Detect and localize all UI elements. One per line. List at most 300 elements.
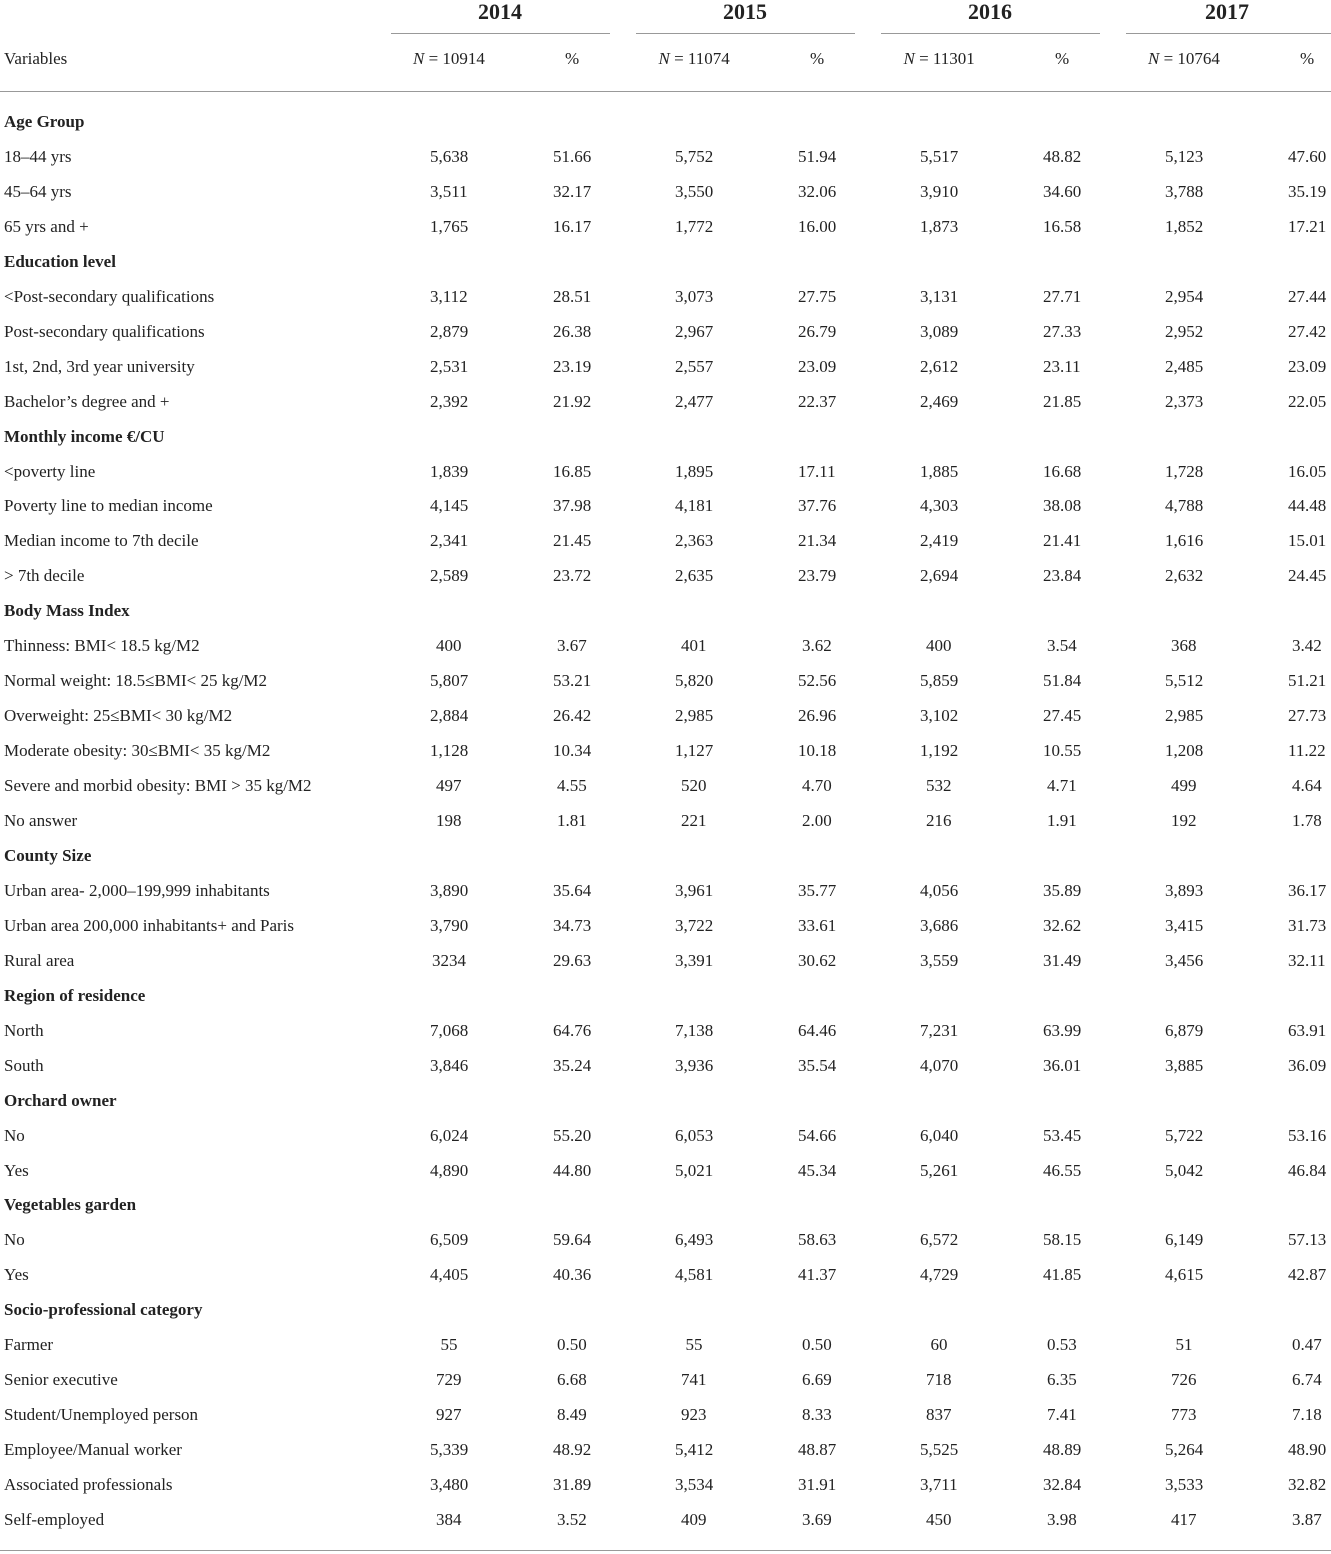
percent-cell: 35.24 — [553, 1055, 592, 1075]
percent-cell: 44.48 — [1288, 496, 1327, 516]
percent-cell: 10.18 — [798, 741, 837, 761]
percent-cell: 16.68 — [1043, 461, 1082, 481]
count-cell: 5,638 — [430, 146, 469, 166]
row-label: > 7th decile — [4, 566, 85, 586]
count-cell: 1,895 — [675, 461, 714, 481]
count-cell: 417 — [1171, 1510, 1197, 1529]
count-cell: 726 — [1171, 1370, 1197, 1390]
percent-cell: 63.91 — [1288, 1020, 1327, 1040]
count-cell: 1,852 — [1165, 216, 1204, 236]
percent-cell: 8.33 — [802, 1405, 832, 1425]
row-label: <Post-secondary qualifications — [4, 286, 215, 306]
percent-cell: 26.42 — [553, 706, 592, 726]
table-row — [0, 1432, 1331, 1467]
section-row — [0, 838, 1331, 873]
percent-cell: 16.58 — [1043, 216, 1082, 236]
percent-cell: 1.91 — [1047, 811, 1077, 830]
percent-cell: 0.50 — [557, 1335, 587, 1355]
count-cell: 5,820 — [675, 671, 714, 691]
count-cell: 2,985 — [675, 706, 714, 726]
percent-cell: 3.62 — [802, 636, 832, 656]
percent-cell: 6.74 — [1292, 1370, 1322, 1390]
count-cell: 3234 — [432, 950, 466, 970]
percent-cell: 27.71 — [1043, 286, 1082, 306]
count-cell: 5,517 — [920, 146, 959, 166]
percent-header: % — [565, 49, 580, 68]
percent-cell: 48.92 — [553, 1440, 592, 1460]
section-row — [0, 1292, 1331, 1327]
percent-cell: 46.84 — [1288, 1160, 1327, 1180]
percent-cell: 0.50 — [802, 1335, 832, 1355]
row-label: Normal weight: 18.5≤BMI< 25 kg/M2 — [4, 671, 268, 691]
table-row — [0, 1153, 1331, 1188]
row-label: Farmer — [4, 1335, 54, 1355]
count-cell: 216 — [926, 811, 952, 830]
percent-cell: 16.00 — [798, 216, 837, 236]
count-cell: 3,961 — [675, 880, 714, 900]
row-label: Self-employed — [4, 1510, 105, 1529]
row-label: Yes — [4, 1160, 29, 1180]
table-row — [0, 1397, 1331, 1432]
table-row — [0, 1362, 1331, 1397]
percent-cell: 35.54 — [798, 1055, 837, 1075]
year-header: 2015 — [723, 0, 767, 24]
count-cell: 3,533 — [1165, 1475, 1204, 1495]
count-cell: 3,722 — [675, 915, 714, 935]
count-cell: 5,261 — [920, 1160, 959, 1180]
count-cell: 5,752 — [675, 146, 714, 166]
count-cell: 4,729 — [920, 1265, 959, 1285]
percent-cell: 16.85 — [553, 461, 592, 481]
section-label: Body Mass Index — [4, 601, 130, 621]
count-cell: 718 — [926, 1370, 952, 1390]
percent-cell: 15.01 — [1288, 531, 1327, 551]
table-row — [0, 698, 1331, 733]
count-cell: 2,967 — [675, 321, 714, 341]
percent-cell: 27.73 — [1288, 706, 1327, 726]
percent-cell: 51.84 — [1043, 671, 1082, 691]
n-header: N = 11074 — [658, 49, 730, 68]
percent-cell: 27.75 — [798, 286, 837, 306]
row-label: 65 yrs and + — [4, 216, 89, 236]
count-cell: 4,145 — [430, 496, 469, 516]
table-row — [0, 1467, 1331, 1502]
count-cell: 4,056 — [920, 880, 959, 900]
percent-cell: 10.34 — [553, 741, 592, 761]
count-cell: 499 — [1171, 776, 1197, 796]
row-label: South — [4, 1055, 44, 1075]
count-cell: 6,572 — [920, 1230, 959, 1250]
row-label: Severe and morbid obesity: BMI > 35 kg/M2 — [4, 776, 312, 796]
percent-cell: 42.87 — [1288, 1265, 1327, 1285]
table-row — [0, 733, 1331, 768]
percent-cell: 16.17 — [553, 216, 592, 236]
count-cell: 2,419 — [920, 531, 959, 551]
table-row — [0, 873, 1331, 908]
row-label: Rural area — [4, 950, 75, 970]
percent-cell: 3.98 — [1047, 1510, 1077, 1529]
table-row — [0, 488, 1331, 523]
percent-cell: 41.37 — [798, 1265, 837, 1285]
row-label: 18–44 yrs — [4, 146, 72, 166]
percent-cell: 4.71 — [1047, 776, 1077, 796]
row-label: Overweight: 25≤BMI< 30 kg/M2 — [4, 706, 233, 726]
section-label: Education level — [4, 251, 116, 271]
count-cell: 7,138 — [675, 1020, 714, 1040]
year-underline — [1126, 33, 1331, 34]
percent-cell: 41.85 — [1043, 1265, 1082, 1285]
count-cell: 3,893 — [1165, 880, 1204, 900]
percent-cell: 0.47 — [1292, 1335, 1322, 1355]
count-cell: 1,765 — [430, 216, 469, 236]
count-cell: 3,415 — [1165, 915, 1204, 935]
percent-cell: 31.91 — [798, 1475, 837, 1495]
percent-cell: 55.20 — [553, 1125, 592, 1145]
percent-cell: 23.09 — [798, 356, 837, 376]
count-cell: 6,509 — [430, 1230, 469, 1250]
percent-cell: 34.60 — [1043, 181, 1082, 201]
percent-cell: 10.55 — [1043, 741, 1082, 761]
count-cell: 3,102 — [920, 706, 959, 726]
count-cell: 3,511 — [430, 181, 468, 201]
table-row — [0, 349, 1331, 384]
percent-header: % — [1055, 49, 1070, 68]
n-header: N = 10914 — [413, 49, 485, 68]
table-row — [0, 1327, 1331, 1362]
count-cell: 837 — [926, 1405, 952, 1425]
percent-cell: 40.36 — [553, 1265, 592, 1285]
percent-cell: 4.70 — [802, 776, 832, 796]
percent-cell: 27.44 — [1288, 286, 1327, 306]
n-header: N = 10764 — [1148, 49, 1220, 68]
count-cell: 5,512 — [1165, 671, 1204, 691]
year-underline — [881, 33, 1100, 34]
count-cell: 3,846 — [430, 1055, 469, 1075]
section-row — [0, 104, 1331, 139]
percent-cell: 24.45 — [1288, 566, 1327, 586]
count-cell: 1,128 — [430, 741, 469, 761]
count-cell: 4,615 — [1165, 1265, 1204, 1285]
count-cell: 3,534 — [675, 1475, 714, 1495]
percent-cell: 37.98 — [553, 496, 592, 516]
count-cell: 3,480 — [430, 1475, 469, 1495]
percent-cell: 64.76 — [553, 1020, 592, 1040]
count-cell: 368 — [1171, 636, 1197, 656]
count-cell: 5,525 — [920, 1440, 959, 1460]
count-cell: 2,694 — [920, 566, 959, 586]
percent-cell: 32.62 — [1043, 915, 1082, 935]
percent-cell: 23.84 — [1043, 566, 1082, 586]
count-cell: 1,772 — [675, 216, 714, 236]
percent-cell: 38.08 — [1043, 496, 1082, 516]
count-cell: 5,859 — [920, 671, 959, 691]
count-cell: 3,391 — [675, 950, 714, 970]
count-cell: 773 — [1171, 1405, 1197, 1425]
percent-cell: 0.53 — [1047, 1335, 1077, 1355]
count-cell: 5,722 — [1165, 1125, 1204, 1145]
row-label: Employee/Manual worker — [4, 1440, 182, 1460]
percent-cell: 23.11 — [1043, 356, 1081, 376]
table-row — [0, 1118, 1331, 1153]
count-cell: 6,493 — [675, 1230, 714, 1250]
count-cell: 2,952 — [1165, 321, 1204, 341]
percent-cell: 21.34 — [798, 531, 837, 551]
percent-cell: 3.42 — [1292, 636, 1322, 656]
count-cell: 5,412 — [675, 1440, 714, 1460]
percent-cell: 3.67 — [557, 636, 587, 656]
percent-cell: 3.69 — [802, 1510, 832, 1529]
n-header: N = 11301 — [903, 49, 975, 68]
percent-cell: 6.69 — [802, 1370, 832, 1390]
count-cell: 3,686 — [920, 915, 959, 935]
count-cell: 4,890 — [430, 1160, 469, 1180]
count-cell: 2,469 — [920, 391, 959, 411]
year-header: 2014 — [478, 0, 522, 24]
row-label: Yes — [4, 1265, 29, 1285]
table-row — [0, 1222, 1331, 1257]
percent-header: % — [810, 49, 825, 68]
table-row — [0, 1257, 1331, 1292]
count-cell: 7,068 — [430, 1020, 469, 1040]
count-cell: 51 — [1175, 1335, 1193, 1355]
row-label: Urban area- 2,000–199,999 inhabitants — [4, 880, 270, 900]
count-cell: 2,632 — [1165, 566, 1204, 586]
section-label: Age Group — [4, 112, 85, 131]
percent-cell: 17.21 — [1288, 216, 1327, 236]
percent-cell: 47.60 — [1288, 146, 1327, 166]
table-row — [0, 1048, 1331, 1083]
count-cell: 2,392 — [430, 391, 469, 411]
count-cell: 6,879 — [1165, 1020, 1204, 1040]
count-cell: 5,807 — [430, 671, 469, 691]
row-label: North — [4, 1020, 44, 1040]
percent-cell: 37.76 — [798, 496, 837, 516]
row-label: Poverty line to median income — [4, 496, 213, 516]
table-row — [0, 908, 1331, 943]
count-cell: 3,131 — [920, 286, 959, 306]
count-cell: 2,485 — [1165, 356, 1204, 376]
count-cell: 3,890 — [430, 880, 469, 900]
count-cell: 3,089 — [920, 321, 959, 341]
percent-cell: 59.64 — [553, 1230, 592, 1250]
percent-cell: 36.01 — [1043, 1055, 1082, 1075]
row-label: Moderate obesity: 30≤BMI< 35 kg/M2 — [4, 741, 271, 761]
count-cell: 2,557 — [675, 356, 714, 376]
row-label: <poverty line — [4, 461, 96, 481]
table-row — [0, 1013, 1331, 1048]
count-cell: 3,112 — [430, 286, 468, 306]
count-cell: 4,581 — [675, 1265, 714, 1285]
count-cell: 1,127 — [675, 741, 714, 761]
count-cell: 400 — [436, 636, 462, 656]
count-cell: 3,711 — [920, 1475, 958, 1495]
percent-cell: 6.68 — [557, 1370, 587, 1390]
table-row — [0, 768, 1331, 803]
percent-cell: 23.09 — [1288, 356, 1327, 376]
count-cell: 4,181 — [675, 496, 714, 516]
percent-cell: 11.22 — [1288, 741, 1326, 761]
row-label: 45–64 yrs — [4, 181, 72, 201]
percent-cell: 4.55 — [557, 776, 587, 796]
percent-cell: 29.63 — [553, 950, 592, 970]
percent-cell: 26.38 — [553, 321, 592, 341]
percent-cell: 7.18 — [1292, 1405, 1322, 1425]
percent-cell: 6.35 — [1047, 1370, 1077, 1390]
count-cell: 923 — [681, 1405, 707, 1425]
count-cell: 60 — [930, 1335, 948, 1355]
percent-cell: 58.15 — [1043, 1230, 1082, 1250]
count-cell: 221 — [681, 811, 707, 830]
row-label: Post-secondary qualifications — [4, 321, 205, 341]
percent-cell: 27.45 — [1043, 706, 1082, 726]
count-cell: 3,073 — [675, 286, 714, 306]
percent-cell: 48.90 — [1288, 1440, 1327, 1460]
percent-cell: 23.19 — [553, 356, 592, 376]
count-cell: 2,363 — [675, 531, 714, 551]
section-row — [0, 419, 1331, 454]
section-row — [0, 978, 1331, 1013]
count-cell: 400 — [926, 636, 952, 656]
count-cell: 497 — [436, 776, 462, 796]
count-cell: 927 — [436, 1405, 462, 1425]
row-label: No — [4, 1125, 25, 1145]
count-cell: 532 — [926, 776, 952, 796]
count-cell: 3,550 — [675, 181, 714, 201]
percent-cell: 21.92 — [553, 391, 592, 411]
row-label: No — [4, 1230, 25, 1250]
count-cell: 6,149 — [1165, 1230, 1204, 1250]
percent-cell: 3.54 — [1047, 636, 1077, 656]
year-header: 2016 — [968, 0, 1012, 24]
count-cell: 6,024 — [430, 1125, 469, 1145]
count-cell: 3,788 — [1165, 181, 1204, 201]
count-cell: 384 — [436, 1510, 462, 1529]
percent-cell: 35.77 — [798, 880, 837, 900]
table-row — [0, 943, 1331, 978]
percent-cell: 26.96 — [798, 706, 837, 726]
table-row — [0, 279, 1331, 314]
percent-cell: 33.61 — [798, 915, 837, 935]
table-row — [0, 384, 1331, 419]
row-label: Bachelor’s degree and + — [4, 391, 170, 411]
section-label: Orchard owner — [4, 1090, 117, 1110]
count-cell: 1,873 — [920, 216, 959, 236]
count-cell: 3,910 — [920, 181, 959, 201]
percent-cell: 22.05 — [1288, 391, 1327, 411]
count-cell: 2,612 — [920, 356, 959, 376]
table-row — [0, 628, 1331, 663]
count-cell: 55 — [440, 1335, 458, 1355]
count-cell: 409 — [681, 1510, 707, 1529]
percent-cell: 3.87 — [1292, 1510, 1322, 1529]
percent-cell: 27.42 — [1288, 321, 1327, 341]
table-row — [0, 454, 1331, 489]
count-cell: 1,728 — [1165, 461, 1204, 481]
count-cell: 1,208 — [1165, 741, 1204, 761]
percent-cell: 44.80 — [553, 1160, 592, 1180]
count-cell: 4,405 — [430, 1265, 469, 1285]
table-row — [0, 314, 1331, 349]
count-cell: 1,616 — [1165, 531, 1204, 551]
percent-cell: 35.89 — [1043, 880, 1082, 900]
section-row — [0, 1083, 1331, 1118]
percent-cell: 28.51 — [553, 286, 592, 306]
footer-rule — [0, 1550, 1331, 1551]
percent-cell: 48.82 — [1043, 146, 1082, 166]
table-row — [0, 139, 1331, 174]
count-cell: 1,192 — [920, 741, 959, 761]
count-cell: 5,339 — [430, 1440, 469, 1460]
count-cell: 6,040 — [920, 1125, 959, 1145]
percent-cell: 51.66 — [553, 146, 592, 166]
count-cell: 2,589 — [430, 566, 469, 586]
table-row — [0, 803, 1331, 838]
count-cell: 5,042 — [1165, 1160, 1204, 1180]
percent-cell: 23.79 — [798, 566, 837, 586]
count-cell: 192 — [1171, 811, 1197, 830]
count-cell: 2,985 — [1165, 706, 1204, 726]
table-row — [0, 663, 1331, 698]
row-label: Median income to 7th decile — [4, 531, 199, 551]
row-label: No answer — [4, 811, 78, 830]
percent-cell: 1.81 — [557, 811, 587, 830]
section-label: Monthly income €/CU — [4, 426, 165, 446]
count-cell: 7,231 — [920, 1020, 959, 1040]
count-cell: 1,885 — [920, 461, 959, 481]
table-row — [0, 558, 1331, 593]
section-row — [0, 244, 1331, 279]
percent-header: % — [1300, 49, 1315, 68]
year-underline — [636, 33, 855, 34]
section-row — [0, 1187, 1331, 1222]
year-underline — [391, 33, 610, 34]
row-label: Urban area 200,000 inhabitants+ and Paris — [4, 915, 295, 935]
percent-cell: 16.05 — [1288, 461, 1327, 481]
count-cell: 450 — [926, 1510, 952, 1529]
percent-cell: 53.21 — [553, 671, 592, 691]
table-row — [0, 523, 1331, 558]
percent-cell: 32.82 — [1288, 1475, 1327, 1495]
row-label: Senior executive — [4, 1370, 118, 1390]
percent-cell: 46.55 — [1043, 1160, 1082, 1180]
section-label: Region of residence — [4, 985, 146, 1005]
percent-cell: 27.33 — [1043, 321, 1082, 341]
count-cell: 55 — [685, 1335, 703, 1355]
percent-cell: 26.79 — [798, 321, 837, 341]
count-cell: 3,456 — [1165, 950, 1204, 970]
count-cell: 520 — [681, 776, 707, 796]
section-label: Vegetables garden — [4, 1195, 137, 1215]
variables-header: Variables — [4, 49, 68, 68]
count-cell: 5,021 — [675, 1160, 714, 1180]
count-cell: 4,303 — [920, 496, 959, 516]
year-header: 2017 — [1205, 0, 1249, 24]
percent-cell: 45.34 — [798, 1160, 837, 1180]
percent-cell: 51.21 — [1288, 671, 1327, 691]
percent-cell: 48.87 — [798, 1440, 837, 1460]
table-row — [0, 209, 1331, 244]
percent-cell: 58.63 — [798, 1230, 837, 1250]
percent-cell: 53.45 — [1043, 1125, 1082, 1145]
count-cell: 5,264 — [1165, 1440, 1204, 1460]
count-cell: 3,936 — [675, 1055, 714, 1075]
percent-cell: 21.41 — [1043, 531, 1082, 551]
percent-cell: 36.09 — [1288, 1055, 1327, 1075]
percent-cell: 51.94 — [798, 146, 837, 166]
count-cell: 2,879 — [430, 321, 469, 341]
table-row — [0, 174, 1331, 209]
count-cell: 4,788 — [1165, 496, 1204, 516]
